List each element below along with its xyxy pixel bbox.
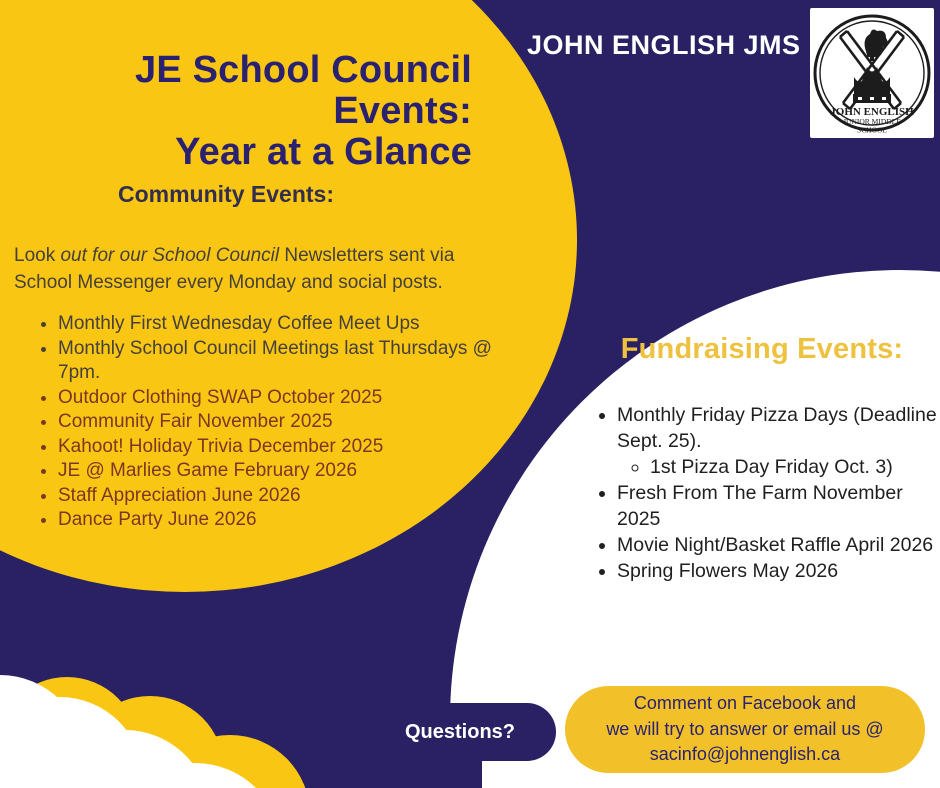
community-event-item: • Staff Appreciation June 2026 — [58, 484, 534, 509]
fundraising-event-item: • Fresh From The Farm November 2025 — [617, 480, 940, 532]
newsletter-note-italic: out for our School Council — [60, 245, 280, 266]
title-line-1: JE School Council — [135, 49, 472, 91]
crown-icon — [853, 52, 891, 103]
questions-label: Questions? — [404, 721, 515, 743]
community-event-item: • JE @ Marlies Game February 2026 — [58, 459, 534, 484]
newsletter-note-prefix: Look — [14, 245, 61, 266]
school-crest-icon — [810, 8, 934, 138]
poster-title — [30, 50, 472, 173]
newsletter-note — [14, 242, 476, 296]
community-event-item: • Kahoot! Holiday Trivia December 2025 — [58, 435, 534, 460]
crest-text-line1: JOHN ENGLISH — [830, 106, 914, 118]
community-event-item: • Outdoor Clothing SWAP October 2025 — [58, 386, 534, 411]
title-line-2: Events: — [333, 90, 472, 132]
title-line-3: Year at a Glance — [175, 131, 472, 173]
community-event-item: • Monthly School Council Meetings last Thursdays @ 7pm. — [58, 337, 534, 386]
crest-text-line3: SCHOOL — [856, 125, 888, 135]
crest-text-line2: JUNIOR MIDDLE — [843, 117, 901, 126]
community-event-item: • Dance Party June 2026 — [58, 508, 534, 533]
fundraising-sub-item: ◦ 1st Pizza Day Friday Oct. 3) — [650, 454, 940, 480]
lion-icon — [865, 30, 888, 57]
fundraising-events-heading: Fundraising Events: — [620, 333, 904, 365]
school-name: JOHN ENGLISH JMS — [527, 30, 801, 60]
fundraising-event-item: • Spring Flowers May 2026 — [617, 558, 940, 584]
fundraising-event-item: • Movie Night/Basket Raffle April 2026 — [617, 532, 940, 558]
community-events-heading: Community Events: — [118, 181, 334, 207]
fundraising-sub-list — [617, 454, 940, 480]
contact-email: sacinfo@johnenglish.ca — [649, 744, 841, 765]
school-logo — [810, 8, 934, 138]
community-event-list — [22, 312, 534, 533]
contact-line-1: Comment on Facebook and — [633, 693, 857, 714]
contact-pill — [565, 686, 925, 773]
community-event-item: • Monthly First Wednesday Coffee Meet Ups — [58, 312, 534, 337]
newsletter-note-suffix: Newsletters sent via School Messenger every Monday and social posts. — [14, 245, 455, 293]
fundraising-event-list — [582, 402, 940, 584]
fundraising-event-item: • Monthly Friday Pizza Days (Deadline Sept. 25). ◦ 1st Pizza Day Friday Oct. 3) — [617, 402, 940, 480]
community-event-item: • Community Fair November 2025 — [58, 410, 534, 435]
contact-line-2: we will try to answer or email us @ — [606, 718, 884, 739]
